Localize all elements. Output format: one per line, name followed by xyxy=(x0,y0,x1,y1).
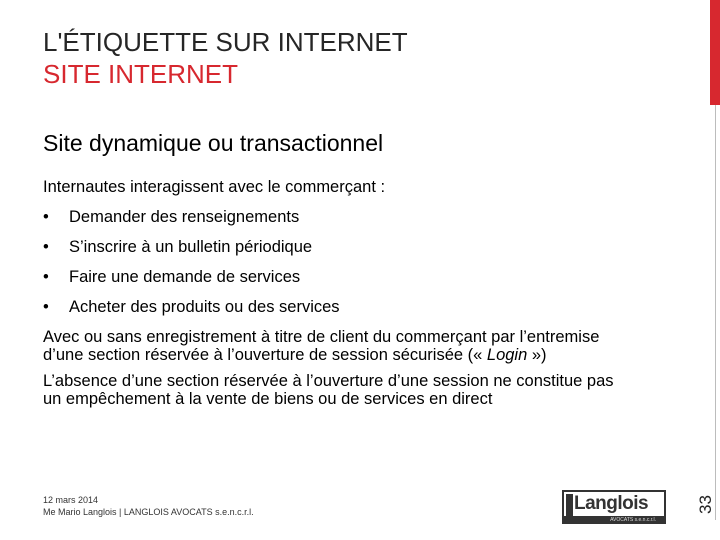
body-content xyxy=(43,172,643,408)
accent-bar xyxy=(710,0,720,105)
footer-date: 12 mars 2014 xyxy=(43,495,99,505)
bullet-list xyxy=(43,202,643,322)
bullet-icon: • xyxy=(43,208,49,226)
list-item-text: Faire une demande de services xyxy=(69,268,301,286)
bullet-icon: • xyxy=(43,298,49,316)
footer-author: Me Mario Langlois | LANGLOIS AVOCATS s.e.n.c.r.l. xyxy=(43,507,254,517)
list-item xyxy=(43,202,643,232)
paragraph-login xyxy=(43,328,628,364)
page-number: 33 xyxy=(696,495,715,515)
title-line-1: L'ÉTIQUETTE SUR INTERNET xyxy=(43,27,408,57)
title-line-2: SITE INTERNET xyxy=(43,59,239,89)
bullet-icon: • xyxy=(43,268,49,286)
paragraph-no-session: L’absence d’une section réservée à l’ouverture d’une session ne constitue pas un empêchement à la vente de biens ou de services en direct xyxy=(43,372,614,408)
side-divider xyxy=(715,105,716,520)
footer xyxy=(43,494,254,518)
list-item-text: Acheter des produits ou des services xyxy=(69,298,340,316)
paragraph-login-end: ») xyxy=(527,346,547,364)
list-item xyxy=(43,232,643,262)
langlois-logo xyxy=(562,490,666,524)
section-subtitle: Site dynamique ou transactionnel xyxy=(43,130,384,156)
bullet-icon: • xyxy=(43,238,49,256)
list-item-text: S’inscrire à un bulletin périodique xyxy=(69,238,313,256)
list-item xyxy=(43,292,643,322)
paragraph-login-start: Avec ou sans enregistrement à titre de client du commerçant par l’entremise d’une section réservée à l’ouverture de session sécurisée (« xyxy=(43,328,600,364)
logo-mark-icon xyxy=(566,494,573,516)
logo-wordmark: Langlois xyxy=(574,493,649,514)
intro-text: Internautes interagissent avec le commerçant : xyxy=(43,178,386,196)
list-item-text: Demander des renseignements xyxy=(69,208,300,226)
logo-subtext: AVOCATS s.e.n.c.r.l. xyxy=(610,517,656,523)
login-term: Login xyxy=(486,346,528,364)
list-item xyxy=(43,262,643,292)
slide-title xyxy=(43,26,408,90)
